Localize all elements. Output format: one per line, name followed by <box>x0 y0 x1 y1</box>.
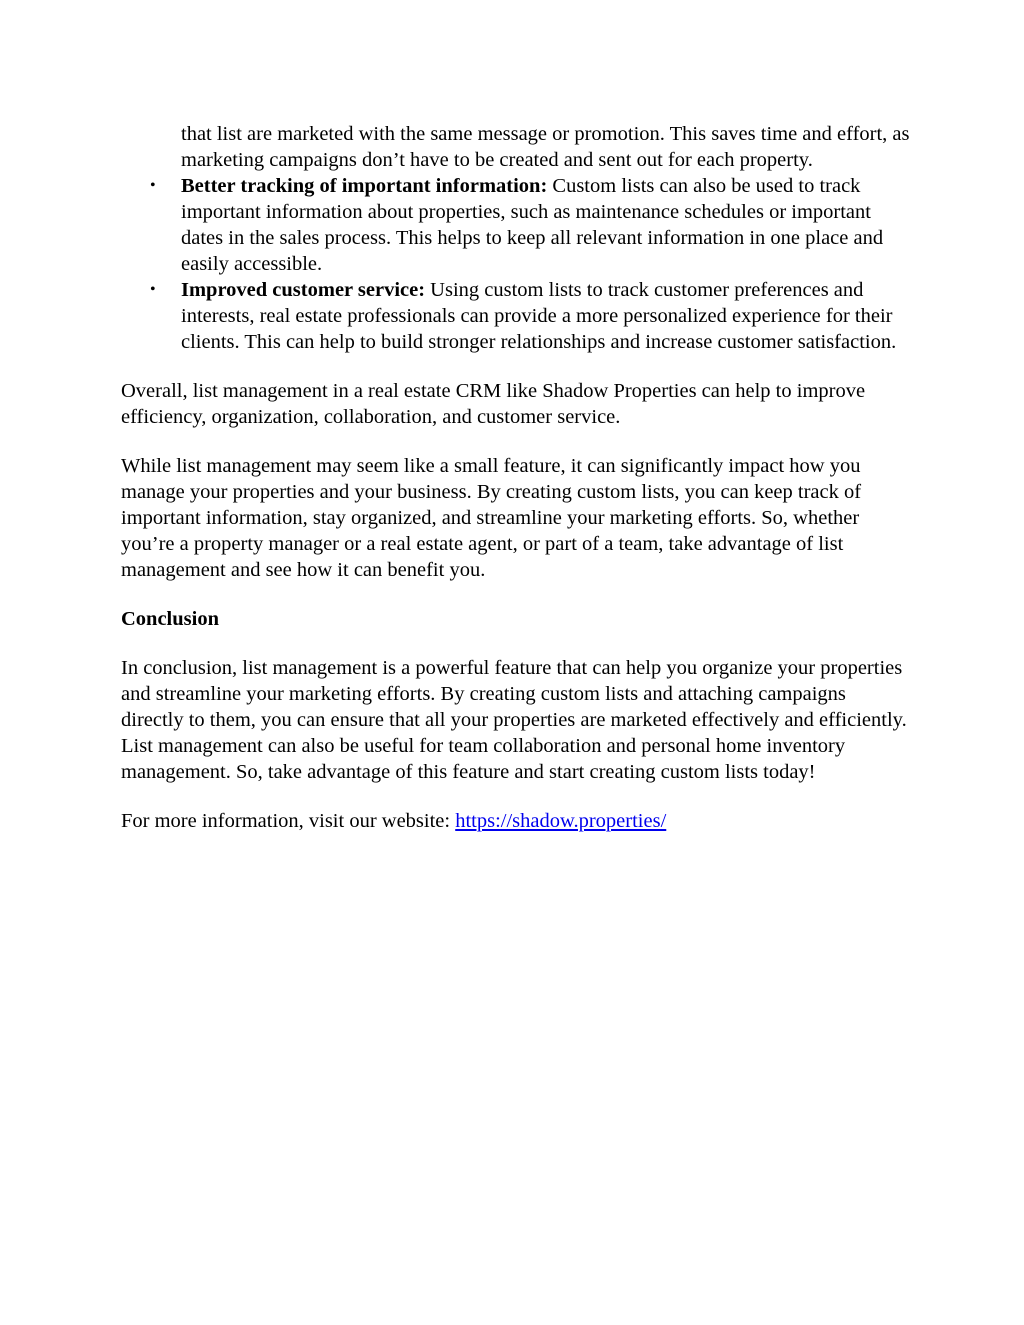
bullet-icon: • <box>150 177 156 194</box>
benefits-list <box>121 173 911 355</box>
list-item-text: Custom lists can also be used to track important information about properties, such as maintenance schedules or important dates in the sales process. This helps to keep all relevant information in one place and easily accessible. <box>181 175 884 275</box>
document-body <box>121 121 911 834</box>
more-info-paragraph <box>121 808 911 834</box>
more-info-text: For more information, visit our website: <box>121 810 456 832</box>
website-link[interactable]: https://shadow.properties/ <box>455 810 667 832</box>
list-item-text: Using custom lists to track customer preferences and interests, real estate professionals can provide a more personalized experience for their clients. This can help to build stronger relationships and increase customer satisfaction. <box>181 279 897 353</box>
list-item <box>121 173 911 277</box>
list-item <box>121 277 911 355</box>
list-item-lead: Improved customer service: <box>181 279 426 301</box>
list-item-lead: Better tracking of important information: <box>181 175 548 197</box>
conclusion-paragraph: In conclusion, list management is a powerful feature that can help you organize your properties and streamline your marketing efforts. By creating custom lists and attaching campaigns directly to them, you can ensure that all your properties are marketed effectively and efficiently. List management can also be useful for team collaboration and personal home inventory management. So, take advantage of this feature and start creating custom lists today! <box>121 657 907 783</box>
while-paragraph: While list management may seem like a small feature, it can significantly impact how you manage your properties and your business. By creating custom lists, you can keep track of important information, stay organized, and streamline your marketing efforts. So, whether you’re a property manager or a real estate agent, or part of a team, take advantage of list management and see how it can benefit you. <box>121 455 862 581</box>
conclusion-heading: Conclusion <box>121 608 219 630</box>
bullet-icon: • <box>150 281 156 298</box>
continued-list-item: that list are marketed with the same message or promotion. This saves time and effort, as marketing campaigns don’t have to be created and sent out for each property. <box>181 123 910 171</box>
overall-paragraph: Overall, list management in a real estate CRM like Shadow Properties can help to improve efficiency, organization, collaboration, and customer service. <box>121 380 866 428</box>
